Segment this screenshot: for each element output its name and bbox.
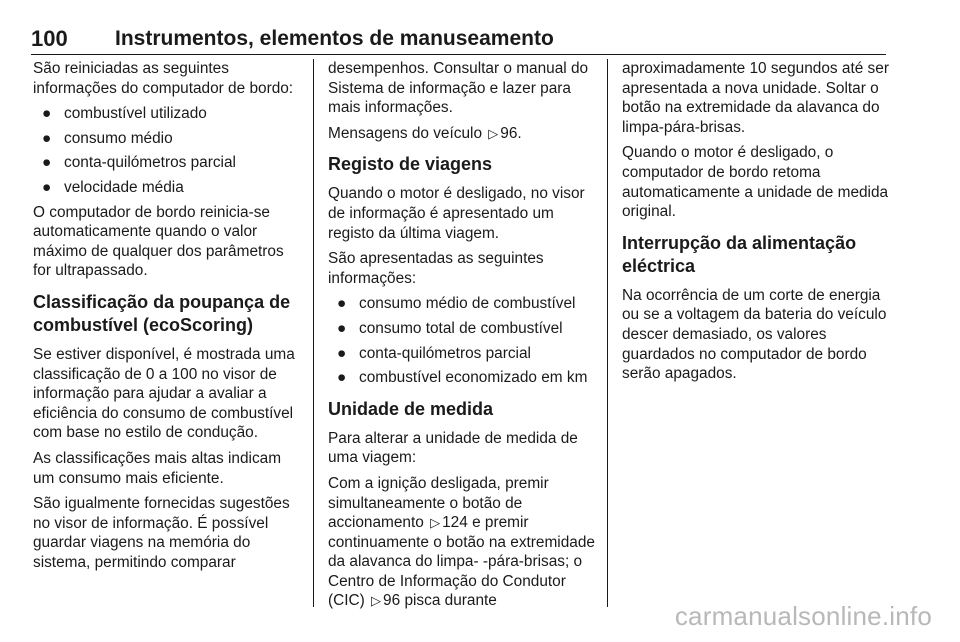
auto-reset-text: O computador de bordo reinicia-se automaticamente quando o valor máximo de qualquer dos parâmetros for ultrapassado. xyxy=(33,203,284,280)
continued-text: desempenhos. Consultar o manual do Sistema de informação e lazer para mais informações. xyxy=(328,60,589,117)
column-3 xyxy=(622,59,890,390)
page-reference-link[interactable]: 96. xyxy=(500,124,522,142)
bullet-icon: ● xyxy=(42,154,52,172)
bullet-icon: ● xyxy=(337,344,347,362)
power-paragraph-1: Na ocorrência de um corte de energia ou se a voltagem da bateria do veículo descer demasiado, os valores guardados no computador de bordo serão apagados. xyxy=(622,286,887,383)
list-item: ● consumo total de combustível xyxy=(337,319,563,337)
page-header xyxy=(31,24,886,55)
column-divider-2 xyxy=(607,59,608,607)
unit-restore-text: Quando o motor é desligado, o computador de bordo retoma automaticamente a unidade de medida original. xyxy=(622,144,889,221)
watermark: carmanualsonline.info xyxy=(674,601,932,631)
reset-intro-text: São reiniciadas as seguintes informações do computador de bordo: xyxy=(33,60,294,97)
heading-ecoscoring: Classificação da poupança de combustível (ecoScoring) xyxy=(33,291,291,335)
trips-paragraph-1: Quando o motor é desligado, no visor de informação é apresentado um registo da última viagem. xyxy=(328,185,585,242)
page-number: 100 xyxy=(31,26,68,51)
page-reference-icon: ▷ xyxy=(371,593,382,609)
heading-power-interruption: Interrupção da alimentação eléctrica xyxy=(622,232,857,276)
trips-paragraph-2: São apresentadas as seguintes informações: xyxy=(328,250,544,287)
chapter-title: Instrumentos, elementos de manuseamento xyxy=(115,27,554,50)
heading-trip-log: Registo de viagens xyxy=(328,154,493,175)
column-divider-1 xyxy=(313,59,314,607)
list-item: ● combustível utilizado xyxy=(42,105,207,123)
trip-info-list xyxy=(328,294,598,387)
reset-list xyxy=(33,104,303,197)
bullet-icon: ● xyxy=(42,105,52,123)
bullet-icon: ● xyxy=(337,319,347,337)
eco-paragraph-2: As classificações mais altas indicam um consumo mais eficiente. xyxy=(33,449,282,487)
eco-paragraph-1: Se estiver disponível, é mostrada uma classificação de 0 a 100 no visor de informação para ajudar a avaliar a eficiência do consumo de combustível com base no estilo de condução. xyxy=(33,345,295,442)
bullet-icon: ● xyxy=(337,369,347,387)
heading-unit-of-measure: Unidade de medida xyxy=(328,398,494,419)
list-item: ● conta-quilómetros parcial xyxy=(337,344,531,362)
bullet-icon: ● xyxy=(42,129,52,147)
list-item: ● velocidade média xyxy=(42,178,184,196)
unit-paragraph-1: Para alterar a unidade de medida de uma viagem: xyxy=(328,429,578,467)
page-reference-icon: ▷ xyxy=(488,125,499,141)
list-item: ● consumo médio xyxy=(42,129,173,147)
continued-text: aproximadamente 10 segundos até ser apresentada a nova unidade. Soltar o botão na extremidade da alavanca do limpa-pára-brisas. xyxy=(622,60,889,136)
list-item: ● combustível economizado em km xyxy=(337,369,588,387)
unit-paragraph-2: Com a ignição desligada, premir simultaneamente o botão de accionamento ▷ 124 e premir continuamente o botão na extremidade da alavanca do limpa- -pára-brisas; o Centro de Informação do Condutor (CIC) ▷ 96 pisca durante xyxy=(328,474,595,610)
list-item: ● conta-quilómetros parcial xyxy=(42,154,236,172)
bullet-icon: ● xyxy=(42,178,52,196)
column-1 xyxy=(33,59,303,578)
column-2 xyxy=(328,59,598,617)
page-reference-link[interactable]: 124 xyxy=(442,514,468,532)
vehicle-messages-ref: Mensagens do veículo ▷ 96. xyxy=(328,124,522,142)
eco-paragraph-3: São igualmente fornecidas sugestões no visor de informação. É possível guardar viagens na memória do sistema, permitindo comparar xyxy=(33,495,290,571)
page-reference-link[interactable]: 96 xyxy=(383,592,401,610)
bullet-icon: ● xyxy=(337,295,347,313)
list-item: ● consumo médio de combustível xyxy=(337,295,576,313)
page-reference-icon: ▷ xyxy=(430,515,441,531)
